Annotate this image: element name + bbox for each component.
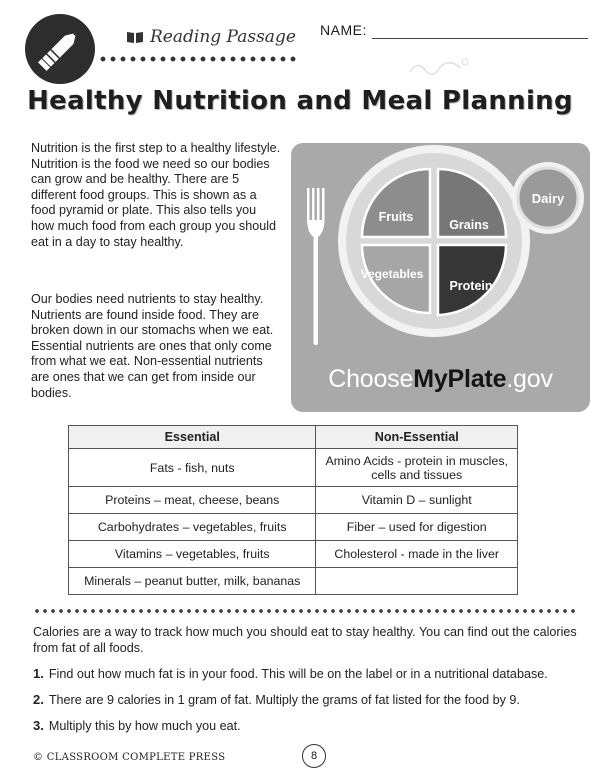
passage-paragraph-2: Our bodies need nutrients to stay healthy. Nutrients are found inside food. They are broken down in our stomachs when we eat. Essential nutrients are ones that only come from what we eat. Non-essential nutrients are ones that we can get from inside our bodies. bbox=[31, 292, 274, 400]
publisher-brand: © CLASSROOM COMPLETE PRESS bbox=[33, 752, 226, 763]
table-cell bbox=[316, 568, 518, 595]
header-essential: Essential bbox=[69, 426, 316, 449]
step-2: 2. There are 9 calories in 1 gram of fat. Multiply the grams of fat listed for the food by 9. bbox=[33, 692, 520, 707]
table-cell: Vitamin D – sunlight bbox=[316, 487, 518, 514]
calories-intro: Calories are a way to track how much you should eat to stay healthy. You can find out the calories from fat of all foods. bbox=[33, 625, 577, 655]
name-label: NAME: bbox=[320, 22, 367, 38]
page-number: 8 bbox=[302, 744, 326, 768]
table-row bbox=[69, 568, 518, 595]
table-cell: Amino Acids - protein in muscles, cells and tissues bbox=[316, 449, 518, 487]
protein-label: Protein bbox=[449, 279, 493, 293]
table-cell: Cholesterol - made in the liver bbox=[316, 541, 518, 568]
section-label: Reading Passage bbox=[128, 27, 296, 47]
table-cell: Vitamins – vegetables, fruits bbox=[69, 541, 316, 568]
pencil-badge-icon bbox=[25, 14, 95, 84]
open-book-icon bbox=[126, 30, 144, 44]
table-cell: Proteins – meat, cheese, beans bbox=[69, 487, 316, 514]
decorative-dots bbox=[98, 55, 298, 63]
table-cell: Carbohydrates – vegetables, fruits bbox=[69, 514, 316, 541]
table-cell: Minerals – peanut butter, milk, bananas bbox=[69, 568, 316, 595]
table-cell: Fiber – used for digestion bbox=[316, 514, 518, 541]
table-row bbox=[69, 449, 518, 487]
header-non-essential: Non-Essential bbox=[316, 426, 518, 449]
dotted-divider bbox=[33, 608, 578, 614]
grains-label: Grains bbox=[449, 218, 489, 232]
table-cell: Fats - fish, nuts bbox=[69, 449, 316, 487]
dairy-label: Dairy bbox=[531, 191, 565, 206]
table-row bbox=[69, 514, 518, 541]
page-title: Healthy Nutrition and Meal Planning bbox=[27, 86, 573, 116]
step-1: 1. Find out how much fat is in your food. This will be on the label or in a nutritional database. bbox=[33, 666, 548, 681]
choosemyplate-caption: ChooseMyPlate.gov bbox=[328, 365, 553, 393]
myplate-graphic bbox=[291, 143, 590, 412]
table-row bbox=[69, 541, 518, 568]
nutrients-table bbox=[68, 425, 518, 595]
vegetables-label: Vegetables bbox=[360, 267, 424, 281]
fruits-label: Fruits bbox=[378, 210, 414, 224]
fork-icon bbox=[307, 188, 325, 345]
table-row bbox=[69, 487, 518, 514]
name-field[interactable] bbox=[372, 38, 588, 39]
step-3: 3. Multiply this by how much you eat. bbox=[33, 718, 241, 733]
faint-doodle-icon bbox=[405, 52, 475, 82]
passage-paragraph-1: Nutrition is the first step to a healthy lifestyle. Nutrition is the food we need so our bodies can grow and be healthy. There are 5 different food groups. This is shown as a food pyramid or plate. This also tells you how much food from each group you should eat in a day to stay healthy. bbox=[31, 141, 281, 249]
table-header-row bbox=[69, 426, 518, 449]
